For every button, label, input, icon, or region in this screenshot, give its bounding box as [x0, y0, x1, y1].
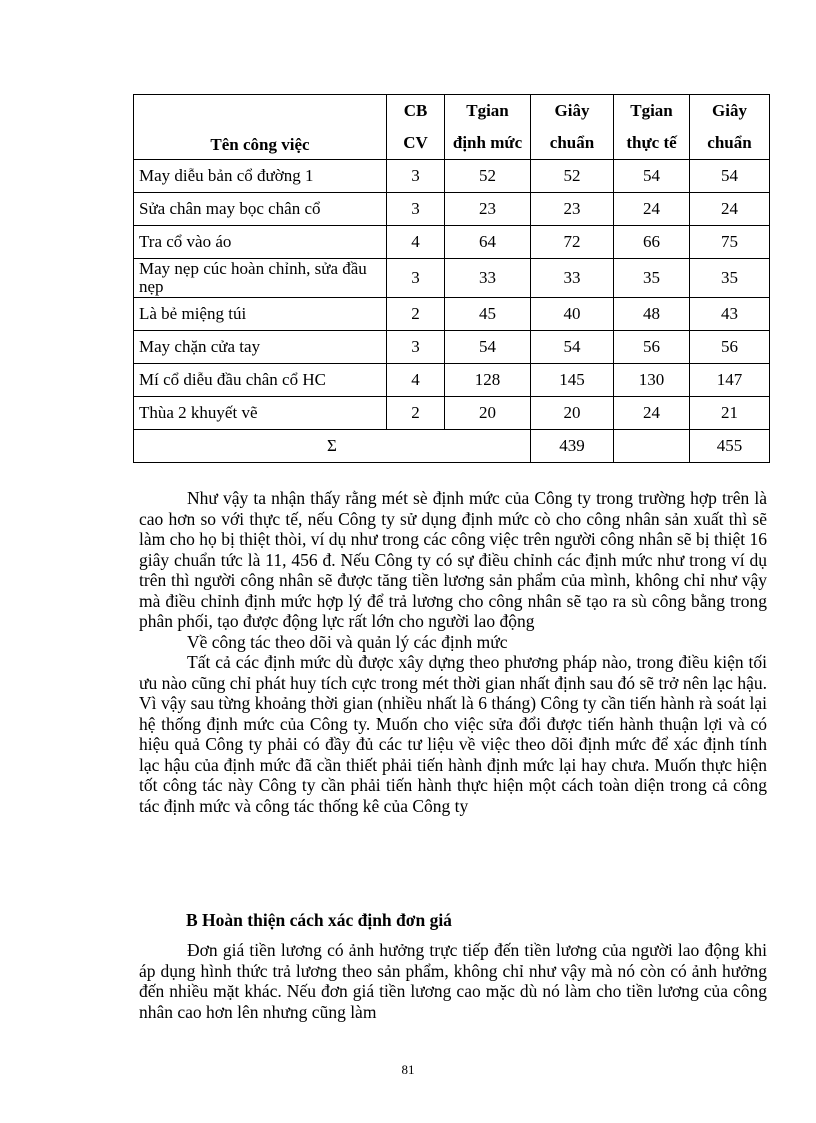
tgian-tt-cell: 24	[614, 397, 690, 430]
header-giay-chuan-1	[531, 95, 614, 160]
task-name: Sửa chân may bọc chân cổ	[134, 193, 387, 226]
cbcv-cell: 3	[387, 193, 445, 226]
giay1-cell: 23	[531, 193, 614, 226]
giay2-cell: 75	[690, 226, 770, 259]
task-name: Thùa 2 khuyết vẽ	[134, 397, 387, 430]
giay2-cell: 56	[690, 331, 770, 364]
header-cbcv-line1: CB	[403, 101, 428, 120]
header-giay1-line2: chuẩn	[549, 133, 595, 152]
giay1-cell: 145	[531, 364, 614, 397]
tgian-dm-cell: 52	[445, 160, 531, 193]
cbcv-cell: 3	[387, 259, 445, 298]
tgian-dm-cell: 64	[445, 226, 531, 259]
giay1-cell: 20	[531, 397, 614, 430]
table-row	[134, 364, 770, 397]
paragraph-unit-price: Đơn giá tiền lương có ảnh hưởng trực tiếp đến tiền lương của người lao động khi áp dụng hình thức trả lương theo sản phẩm, không chỉ như vậy mà nó còn có ảnh hưởng đến nhiều mặt khác. Nếu đơn giá tiền lương cao mặc dù nó làm cho tiền lương của công nhân cao hơn lên nhưng cũng làm	[139, 940, 767, 1022]
work-norm-table	[133, 94, 770, 463]
task-name: May diễu bản cổ đường 1	[134, 160, 387, 193]
table-row	[134, 226, 770, 259]
table-row	[134, 193, 770, 226]
tgian-dm-cell: 23	[445, 193, 531, 226]
giay2-cell: 43	[690, 298, 770, 331]
header-giay2-line1: Giây	[712, 101, 747, 120]
giay2-cell: 147	[690, 364, 770, 397]
tgian-dm-cell: 20	[445, 397, 531, 430]
tgian-tt-cell: 35	[614, 259, 690, 298]
task-name: Mí cổ diễu đầu chân cổ HC	[134, 364, 387, 397]
giay1-cell: 52	[531, 160, 614, 193]
table-row	[134, 397, 770, 430]
header-giay2-line2: chuẩn	[707, 133, 752, 152]
giay1-cell: 72	[531, 226, 614, 259]
cbcv-cell: 4	[387, 364, 445, 397]
body-text-block-1	[139, 488, 767, 816]
header-tgian-thuc-te	[614, 95, 690, 160]
tgian-tt-cell: 48	[614, 298, 690, 331]
total-giay1: 439	[531, 430, 614, 463]
table-header-row	[134, 95, 770, 160]
cbcv-cell: 3	[387, 160, 445, 193]
header-giay1-line1: Giây	[554, 101, 590, 120]
giay2-cell: 54	[690, 160, 770, 193]
header-cbcv-line2: CV	[403, 133, 428, 152]
cbcv-cell: 2	[387, 397, 445, 430]
page-number: 81	[401, 1062, 415, 1077]
tgian-tt-cell: 130	[614, 364, 690, 397]
header-tgian-dm-line2: định mức	[452, 133, 523, 152]
body-text-block-2	[139, 940, 767, 1022]
total-symbol: Σ	[134, 430, 531, 463]
tgian-dm-cell: 54	[445, 331, 531, 364]
table-row	[134, 331, 770, 364]
total-empty-cell	[614, 430, 690, 463]
task-name: May nẹp cúc hoàn chỉnh, sửa đầu nẹp	[134, 259, 387, 298]
paragraph-norm-review: Tất cả các định mức dù được xây dựng theo phương pháp nào, trong điều kiện tối ưu nào cũng chỉ phát huy tích cực trong mét thời gian nhất định sau đó sẽ trở nên lạc hậu. Vì vậy sau từng khoảng thời gian (nhiều nhất là 6 tháng) Công ty cần tiến hành rà soát lại hệ thống định mức của Công ty. Muốn cho việc sửa đổi được tiến hành thuận lợi và có hiệu quả Công ty phải có đầy đủ các tư liệu về việc theo dõi định mức để xác định tính lạc hậu của định mức đã cần thiết phải tiến hành định mức lại hay chưa. Muốn thực hiện tốt công tác này Công ty cần phải tiến hành thực hiện một cách toàn diện trong cả công tác định mức và công tác thống kê của Công ty	[139, 652, 767, 816]
tgian-dm-cell: 45	[445, 298, 531, 331]
giay1-cell: 54	[531, 331, 614, 364]
paragraph-norm-comparison: Như vậy ta nhận thấy rằng mét sè định mức của Công ty trong trường hợp trên là cao hơn so với thực tế, nếu Công ty sử dụng định mức cò cho công nhân sản xuất thì sẽ làm cho họ bị thiệt thòi, ví dụ như trong các công việc trên người công nhân sẽ bị thiệt 16 giây chuẩn tức là 11, 456 đ. Nếu Công ty có sự điều chỉnh các định mức như trong ví dụ trên thì người công nhân sẽ được tăng tiền lương sản phẩm của mình, không chỉ như vậy mà điều chỉnh định mức hợp lý để trả lương cho công nhân sẽ tạo ra sù công bằng trong phân phối, tạo được động lực rất lớn cho người lao động	[139, 488, 767, 631]
table-total-row	[134, 430, 770, 463]
header-tgian-dm-line1: Tgian	[466, 101, 509, 120]
giay2-cell: 35	[690, 259, 770, 298]
cbcv-cell: 3	[387, 331, 445, 364]
total-giay2: 455	[690, 430, 770, 463]
header-task-name: Tên công việc	[134, 95, 387, 160]
cbcv-cell: 4	[387, 226, 445, 259]
tgian-tt-cell: 66	[614, 226, 690, 259]
task-name: May chặn cửa tay	[134, 331, 387, 364]
header-cbcv	[387, 95, 445, 160]
header-giay-chuan-2	[690, 95, 770, 160]
tgian-tt-cell: 24	[614, 193, 690, 226]
giay1-cell: 40	[531, 298, 614, 331]
section-heading: B Hoàn thiện cách xác định đơn giá	[186, 910, 452, 930]
cbcv-cell: 2	[387, 298, 445, 331]
table-row	[134, 259, 770, 298]
header-tgian-tt-line2: thực tế	[626, 133, 677, 152]
giay2-cell: 24	[690, 193, 770, 226]
task-name: Là bẻ miệng túi	[134, 298, 387, 331]
header-tgian-tt-line1: Tgian	[630, 101, 673, 120]
table-row	[134, 298, 770, 331]
task-name: Tra cổ vào áo	[134, 226, 387, 259]
paragraph-subheading-monitoring: Về công tác theo dõi và quản lý các định mức	[187, 631, 508, 652]
table-row	[134, 160, 770, 193]
tgian-dm-cell: 128	[445, 364, 531, 397]
header-tgian-dinh-muc	[445, 95, 531, 160]
tgian-tt-cell: 56	[614, 331, 690, 364]
giay1-cell: 33	[531, 259, 614, 298]
giay2-cell: 21	[690, 397, 770, 430]
tgian-dm-cell: 33	[445, 259, 531, 298]
tgian-tt-cell: 54	[614, 160, 690, 193]
work-norm-table-container	[133, 94, 769, 463]
